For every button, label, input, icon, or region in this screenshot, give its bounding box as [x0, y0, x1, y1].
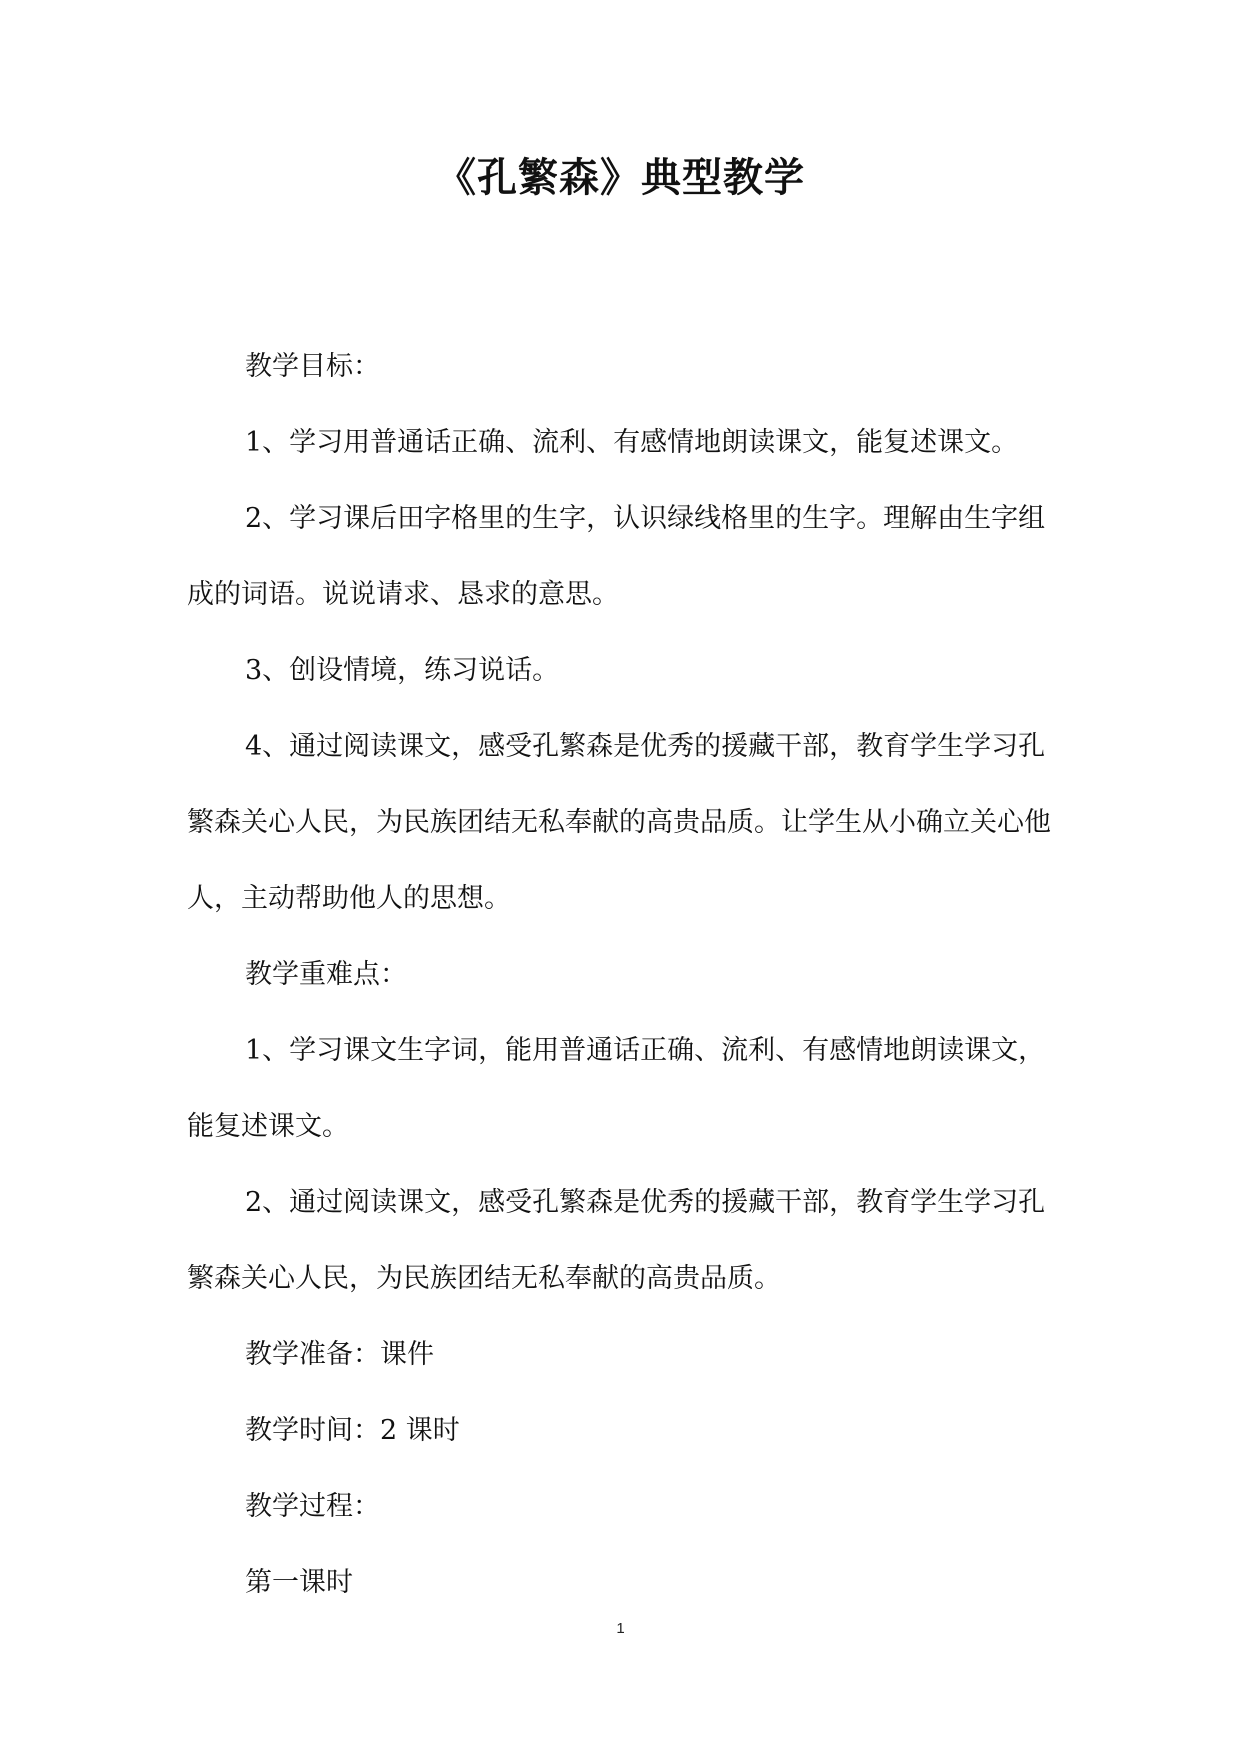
paragraph-objective-3: 3、创设情境，练习说话。 — [245, 655, 560, 686]
document-body — [187, 329, 1067, 1621]
paragraph-preparation: 教学准备：课件 — [245, 1339, 434, 1370]
paragraph-first-lesson: 第一课时 — [245, 1567, 353, 1598]
paragraph-keypoints-heading: 教学重难点： — [245, 959, 407, 990]
document-title: 《孔繁森》典型教学 — [436, 154, 805, 201]
paragraph-objective-4: 4、通过阅读课文，感受孔繁森是优秀的援藏干部，教育学生学习孔繁森关心人民，为民族团结无私奉献的高贵品质。让学生从小确立关心他人，主动帮助他人的思想。 — [187, 731, 1051, 914]
paragraph-duration: 教学时间：2 课时 — [245, 1415, 460, 1446]
paragraph-objective-2: 2、学习课后田字格里的生字，认识绿线格里的生字。理解由生字组成的词语。说说请求、恳求的意思。 — [187, 503, 1046, 610]
paragraph-process-heading: 教学过程： — [245, 1491, 380, 1522]
page-number: 1 — [616, 1620, 625, 1637]
paragraph-objectives-heading: 教学目标： — [245, 351, 380, 382]
paragraph-keypoint-2: 2、通过阅读课文，感受孔繁森是优秀的援藏干部，教育学生学习孔繁森关心人民，为民族团结无私奉献的高贵品质。 — [187, 1187, 1046, 1294]
paragraph-objective-1: 1、学习用普通话正确、流利、有感情地朗读课文，能复述课文。 — [245, 427, 1019, 458]
paragraph-keypoint-1: 1、学习课文生字词，能用普通话正确、流利、有感情地朗读课文，能复述课文。 — [187, 1035, 1046, 1142]
